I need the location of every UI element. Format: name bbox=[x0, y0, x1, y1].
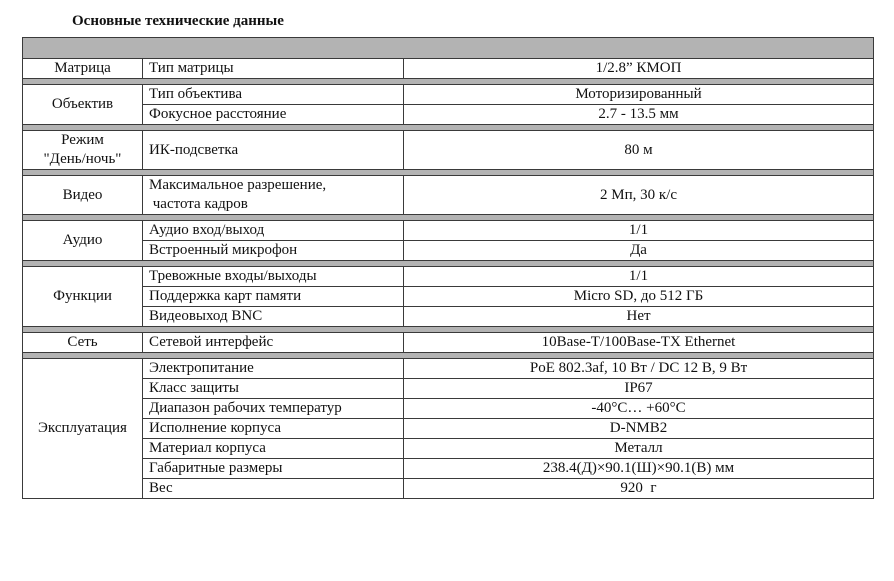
table-row bbox=[23, 131, 874, 170]
value-cell: 238.4(Д)×90.1(Ш)×90.1(В) мм bbox=[404, 459, 874, 479]
value-cell: 80 м bbox=[404, 131, 874, 170]
value-cell: IP67 bbox=[404, 379, 874, 399]
value-cell: 1/2.8” КМОП bbox=[404, 59, 874, 79]
category-cell: Сеть bbox=[23, 333, 143, 353]
category-cell: Функции bbox=[23, 267, 143, 327]
table-row bbox=[23, 439, 874, 459]
param-cell: Сетевой интерфейс bbox=[143, 333, 404, 353]
value-cell: 2 Мп, 30 к/с bbox=[404, 176, 874, 215]
category-cell bbox=[23, 131, 143, 170]
param-cell: Вес bbox=[143, 479, 404, 499]
table-row bbox=[23, 359, 874, 379]
value-cell: PoE 802.3af, 10 Вт / DC 12 В, 9 Вт bbox=[404, 359, 874, 379]
param-cell: Класс защиты bbox=[143, 379, 404, 399]
value-cell: 2.7 - 13.5 мм bbox=[404, 105, 874, 125]
table-row bbox=[23, 267, 874, 287]
table-row bbox=[23, 105, 874, 125]
table-row bbox=[23, 307, 874, 327]
param-cell: Аудио вход/выход bbox=[143, 221, 404, 241]
header-bar bbox=[23, 38, 874, 59]
category-cell: Видео bbox=[23, 176, 143, 215]
value-cell: -40°C… +60°C bbox=[404, 399, 874, 419]
table-row bbox=[23, 59, 874, 79]
table-row bbox=[23, 241, 874, 261]
param-cell: Электропитание bbox=[143, 359, 404, 379]
param-cell: Фокусное расстояние bbox=[143, 105, 404, 125]
category-cell: Эксплуатация bbox=[23, 359, 143, 499]
param-cell: Поддержка карт памяти bbox=[143, 287, 404, 307]
value-cell: 1/1 bbox=[404, 221, 874, 241]
value-cell: Micro SD, до 512 ГБ bbox=[404, 287, 874, 307]
category-cell: Аудио bbox=[23, 221, 143, 261]
table-row bbox=[23, 459, 874, 479]
param-cell: ИК-подсветка bbox=[143, 131, 404, 170]
table-row bbox=[23, 399, 874, 419]
value-cell: 920 г bbox=[404, 479, 874, 499]
category-line: Режим bbox=[61, 132, 104, 148]
table-row bbox=[23, 379, 874, 399]
param-line: Максимальное разрешение, bbox=[149, 177, 327, 193]
value-cell: D-NMB2 bbox=[404, 419, 874, 439]
category-cell: Объектив bbox=[23, 85, 143, 125]
table-row bbox=[23, 176, 874, 215]
value-cell: Металл bbox=[404, 439, 874, 459]
spec-table bbox=[22, 37, 874, 499]
table-row bbox=[23, 333, 874, 353]
param-cell: Материал корпуса bbox=[143, 439, 404, 459]
table-row bbox=[23, 85, 874, 105]
param-cell: Тревожные входы/выходы bbox=[143, 267, 404, 287]
value-cell: 10Base-T/100Base-TX Ethernet bbox=[404, 333, 874, 353]
param-cell: Исполнение корпуса bbox=[143, 419, 404, 439]
category-cell: Матрица bbox=[23, 59, 143, 79]
param-cell: Тип объектива bbox=[143, 85, 404, 105]
param-line: частота кадров bbox=[149, 196, 248, 212]
section-title: Основные технические данные bbox=[72, 13, 284, 29]
param-cell: Видеовыход BNC bbox=[143, 307, 404, 327]
table-row bbox=[23, 221, 874, 241]
table-row bbox=[23, 287, 874, 307]
category-line: "День/ночь" bbox=[43, 151, 122, 167]
table-row bbox=[23, 419, 874, 439]
value-cell: 1/1 bbox=[404, 267, 874, 287]
value-cell: Моторизированный bbox=[404, 85, 874, 105]
param-cell: Встроенный микрофон bbox=[143, 241, 404, 261]
table-row bbox=[23, 479, 874, 499]
param-cell: Тип матрицы bbox=[143, 59, 404, 79]
value-cell: Нет bbox=[404, 307, 874, 327]
value-cell: Да bbox=[404, 241, 874, 261]
param-cell bbox=[143, 176, 404, 215]
param-cell: Диапазон рабочих температур bbox=[143, 399, 404, 419]
param-cell: Габаритные размеры bbox=[143, 459, 404, 479]
